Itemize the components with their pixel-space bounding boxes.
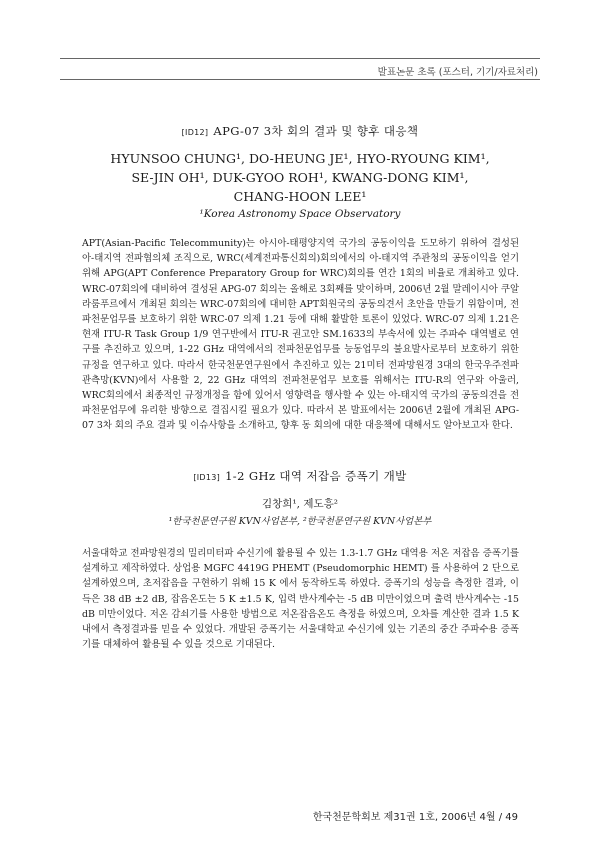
abstract1-affiliation: ¹Korea Astronomy Space Observatory — [199, 208, 401, 220]
abstract1-code: [ID12] — [181, 128, 209, 137]
abstract1-author-line: CHANG-HOON LEE¹ — [233, 189, 367, 204]
header-rule-bottom — [60, 79, 540, 80]
abstract2-body: 서울대학교 전파망원경의 밀리미터파 수신기에 활용될 수 있는 1.3-1.7 GHz 대역용 저온 저잡음 증폭기를 설계하고 제작하였다. 상업용 MGFC 4419G PHEMT (Pseudomorphic HEMT) 를 사용하여 2 단으로 설계하였으며, 초저잡음을 구현하기 위해 15 K 에서 동작하도록 하였다. 증폭기의 성능을 측정한 결과, 이득은 38 dB ±2 dB, 잡음온도는 5 K ±1.5 K, 입력 반사계수는 -5 dB 미만이었으며 출력 반사계수는 -15 dB 미만이었다. 저온 감쇠기를 사용한 방법으로 저온잡음온도 측정을 하였으며, 오차를 계산한 결과 1.5 K 내에서 측정결과를 믿을 수 있었다. 개발된 증폭기는 서울대학교 수신기에 있는 기존의 중간 주파수용 증폭기를 대체하여 활용될 수 있을 것으로 기대된다. — [82, 548, 519, 651]
page-footer: 한국천문학회보 제31권 1호, 2006년 4월 / 49 — [312, 812, 518, 823]
running-head: 발표논문 초록 (포스터, 기기/자료처리) — [377, 67, 538, 78]
abstract2-title: 1-2 GHz 대역 저잡음 증폭기 개발 — [225, 469, 407, 483]
abstract1-authors — [0, 149, 600, 206]
abstract2-affiliation: ¹한국천문연구원 KVN사업본부, ²한국천문연구원 KVN사업본부 — [168, 516, 432, 527]
abstract1-author-line: HYUNSOO CHUNG¹, DO-HEUNG JE¹, HYO-RYOUNG KIM¹, — [110, 151, 490, 166]
abstract2-authors-block — [0, 496, 600, 530]
abstract1-author-line: SE-JIN OH¹, DUK-GYOO ROH¹, KWANG-DONG KIM¹, — [131, 170, 469, 185]
abstract2-authors: 김창희¹, 제도흥² — [262, 498, 338, 510]
abstract1-body: APT(Asian-Pacific Telecommunity)는 아시아-태평양지역 국가의 공동이익을 도모하기 위하여 결성된 아-태지역 전파협의체 조직으로, WRC(세계전파통신회의)회의에서의 아-태지역 주관청의 공동이익을 얻기 위해 APG(APT Conference Preparatory Group for WRC)회의를 연간 1회의 비율로 개최하고 있다. WRC-07회의에 대비하여 결성된 APG-07 회의는 올해로 3회째를 맞이하며, 2006년 2월 말레이시아 쿠알라룸푸르에서 개최된 회의는 WRC-07회의에 대비한 APT회원국의 공동의견서 초안을 만들기 위함이며, 전파천문업무를 보호하기 위한 WRC-07 의제 1.21 등에 대해 활발한 토론이 있었다. WRC-07 의제 1.21은 현재 ITU-R Task Group 1/9 연구반에서 ITU-R 권고안 SM.1633의 부속서에 있는 주파수 대역별로 연구를 추진하고 있으며, 1-22 GHz 대역에서의 전파천문업무를 능동업무의 불요발사로부터 보호하기 위한 규정을 연구하고 있다. 따라서 한국천문연구원에서 추진하고 있는 21미터 전파망원경 3대의 한국우주전파관측망(KVN)에서 사용할 2, 22 GHz 대역의 전파천문업무 보호를 위해서는 ITU-R의 연구와 아울러, WRC회의에서 최종적인 규정개정을 함에 있어서 영향력을 행사할 수 있는 아-태지역 국가의 공동의견을 전파천문업무에 유리한 방향으로 결집시킬 필요가 있다. 따라서 본 발표에서는 2006년 2월에 개최된 APG-07 3차 회의 주요 결과 및 이슈사항을 소개하고, 향후 동 회의에 대한 대응책에 대해서도 알아보고자 한다. — [82, 238, 519, 432]
abstract2-title-line — [0, 465, 600, 484]
abstract1-title-line — [0, 120, 600, 139]
abstract2-code: [ID13] — [193, 473, 221, 482]
abstract1-title: APG-07 3차 회의 결과 및 향후 대응책 — [213, 124, 419, 138]
header-rule-top — [60, 58, 540, 59]
